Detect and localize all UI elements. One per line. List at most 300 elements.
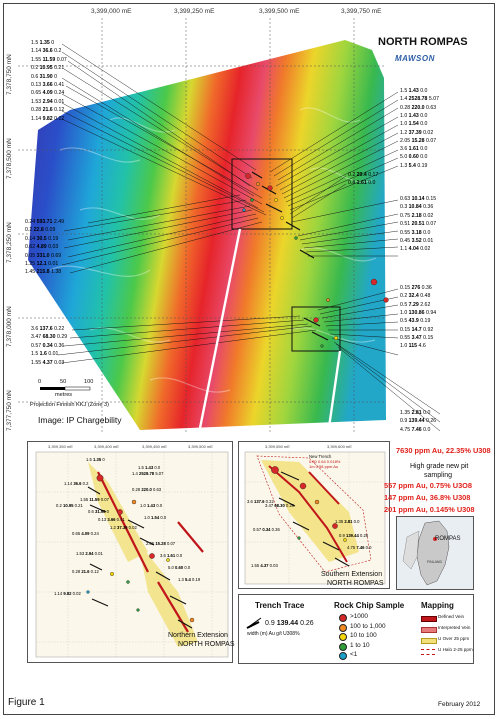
sample-label-au: 10.84 xyxy=(408,204,422,211)
sample-label-u: 0.03 xyxy=(48,244,59,251)
sample-label-au: 2528.78 xyxy=(408,96,428,103)
north-inset-etick: 3,399,400 mE xyxy=(94,444,119,449)
sample-label-au: 1.43 xyxy=(145,465,154,470)
sample-label-w: 0.2 xyxy=(348,172,356,178)
sample-label-w: 1.5 xyxy=(138,465,144,470)
sample-label xyxy=(31,361,64,366)
sample-label-u: 5.07 xyxy=(155,471,164,476)
sample-label xyxy=(88,510,109,514)
sample-label xyxy=(25,228,55,233)
sample-label-au: 68.30 xyxy=(42,334,56,341)
sample-label-u: 0.07 xyxy=(426,137,437,144)
sample-label-au: 4.04 xyxy=(408,246,419,253)
sample-label-w: 1.0 xyxy=(400,121,408,128)
sample-label xyxy=(25,262,58,267)
rock-chip-swatch-icon xyxy=(339,652,347,660)
scale-tick: 50 xyxy=(60,379,67,385)
sample-label xyxy=(138,466,160,470)
south-inset-title: Southern Extension xyxy=(321,571,383,578)
northing-tick: 7,378,250 mN xyxy=(6,222,13,263)
sample-label-w: 0.8 xyxy=(348,180,356,187)
legend-trench-w: 0.9 xyxy=(265,620,275,627)
sample-label-w: 0.2 xyxy=(31,65,39,72)
sample-label-au: 0.60 xyxy=(408,154,419,161)
sample-label xyxy=(25,270,61,275)
sample-label-w: 1.2 xyxy=(110,525,116,530)
sample-label xyxy=(335,520,359,524)
sample-label xyxy=(31,100,64,105)
sample-label xyxy=(400,164,427,169)
sample-label-u: 0.21 xyxy=(74,503,83,508)
sample-label-w: 2.05 xyxy=(400,137,411,144)
mapping-swatch-icon xyxy=(421,649,435,655)
easting-tick: 3,399,250 mE xyxy=(174,8,215,15)
projection-label: Projection Finnish KKJ (Zone 3) xyxy=(30,402,109,408)
sample-label-au: 4.37 xyxy=(42,359,53,366)
sample-label xyxy=(400,139,436,144)
sample-label-w: 1.3 xyxy=(400,162,408,169)
sample-label-au: 2.94 xyxy=(42,98,53,105)
sample-label xyxy=(400,336,433,341)
sample-label-w: 1.55 xyxy=(31,56,42,63)
sample-label-au: 331.0 xyxy=(36,252,50,259)
sample-label-u: 0.09 xyxy=(45,227,56,234)
sample-label-au: 20.51 xyxy=(411,221,425,228)
sample-label-w: 1.2 xyxy=(400,129,408,136)
sample-label xyxy=(168,566,190,570)
sample-label-u: 0.01 xyxy=(54,98,65,105)
sample-label-au: 36.6 xyxy=(42,48,53,55)
sample-label xyxy=(132,472,163,476)
rock-chip-swatch-icon xyxy=(339,643,347,651)
sample-label-au: 7.29 xyxy=(408,301,419,308)
sample-label-w: 0.9 xyxy=(339,533,345,538)
sample-label xyxy=(400,214,433,219)
sample-label-u: 0.36 xyxy=(421,285,432,291)
sample-label-u: 0.07 xyxy=(426,221,437,228)
highlight-grade: 147 ppm Au, 36.8% U308 xyxy=(384,493,471,502)
sample-label xyxy=(25,254,61,259)
sample-label-w: 1.5 xyxy=(31,40,39,46)
sample-label-w: 1.35 xyxy=(335,519,344,524)
sample-label-au: 1.61 xyxy=(356,180,367,187)
sample-label-au: 115 xyxy=(408,343,418,350)
sample-label-au: 11.59 xyxy=(42,56,56,63)
rock-chip-swatch-icon xyxy=(339,633,347,641)
scale-unit: metres xyxy=(55,392,73,398)
sample-label-w: 5.0 xyxy=(400,154,408,161)
sample-label xyxy=(76,552,103,556)
sample-label-w: 1.53 xyxy=(76,551,85,556)
sample-label-w: 0.3 xyxy=(400,204,408,211)
rock-chip-range: 10 to 100 xyxy=(350,632,377,639)
rock-chip-range: <1 xyxy=(350,651,358,658)
sample-label-w: 0.51 xyxy=(400,221,411,228)
north-inset-etick: 3,399,450 mE xyxy=(142,444,167,449)
sample-label-w: 0.45 xyxy=(400,238,411,244)
sample-label-u: 0.29 xyxy=(285,503,295,508)
sample-label-u: 0.41 xyxy=(54,82,65,88)
sample-label-u: 0.69 xyxy=(51,252,62,259)
locator-country: FINLAND xyxy=(427,560,442,564)
sample-label-u: 0.0 xyxy=(420,154,428,161)
sample-label xyxy=(400,411,430,416)
sample-label xyxy=(31,91,64,96)
sample-label xyxy=(31,352,58,357)
sample-label-w: 0.14 xyxy=(25,235,36,242)
sample-label-w: 0.55 xyxy=(400,229,411,236)
sample-label-u: 0.02 xyxy=(54,115,65,122)
sample-label xyxy=(348,173,378,178)
sample-label xyxy=(31,117,64,122)
sample-label xyxy=(140,504,162,508)
north-inset-subtitle: NORTH ROMPAS xyxy=(178,641,235,648)
sample-label-u: 0.36 xyxy=(54,342,65,349)
sample-label xyxy=(31,58,67,63)
sample-label-u: 0.2 xyxy=(82,481,89,486)
sample-label-w: 1.25 xyxy=(25,261,36,267)
sample-label xyxy=(31,66,64,71)
sample-label-au: 43.9 xyxy=(408,318,419,325)
sample-label-w: 0.15 xyxy=(400,326,411,333)
sample-label-w: 1.0 xyxy=(400,343,408,350)
sample-label-u: 0 xyxy=(102,457,105,462)
sample-label-au: 130.86 xyxy=(408,309,425,316)
sample-label-w: 1.0 xyxy=(400,309,408,316)
legend-trench-au: 139.44 xyxy=(276,620,299,627)
sample-label-w: 3.47 xyxy=(265,503,274,508)
sample-label-u: 0.01 xyxy=(423,238,434,244)
sample-label-w: 0.57 xyxy=(31,342,42,349)
sample-label-u: 0 xyxy=(51,40,55,46)
sample-label-w: 0.65 xyxy=(72,531,81,536)
sample-label-w: 3.47 xyxy=(31,334,42,341)
sample-label xyxy=(400,205,433,210)
sample-label-au: 4.09 xyxy=(81,531,90,536)
sample-label-u: 0.29 xyxy=(57,334,68,341)
sample-label xyxy=(31,335,67,340)
sample-label-u: 0.21 xyxy=(54,65,65,72)
northing-tick: 7,377,750 mN xyxy=(6,390,13,431)
sample-label xyxy=(146,542,175,546)
sample-label-w: 4.75 xyxy=(400,426,411,433)
sample-label-w: 1.45 xyxy=(25,269,36,276)
sample-label-au: 37.39 xyxy=(117,525,128,530)
scale-tick: 100 xyxy=(84,379,94,385)
legend-trench-caption: width (m) Au g/t U308% xyxy=(247,631,300,637)
south-inset-etick: 3,399,600 mE xyxy=(327,444,352,449)
sample-label-w: 1.4 xyxy=(132,471,138,476)
sample-label-au: 1.35 xyxy=(93,457,102,462)
sample-label xyxy=(80,498,109,502)
legend-trench-example xyxy=(265,620,314,627)
sample-label-au: 1.6 xyxy=(39,351,47,358)
sample-label xyxy=(348,181,375,186)
sample-label xyxy=(265,504,294,508)
sample-label xyxy=(144,516,166,520)
sample-label-u: 0.48 xyxy=(420,293,431,300)
mapping-swatch-icon xyxy=(421,616,437,622)
sample-label xyxy=(400,222,436,227)
sample-label-w: 0.62 xyxy=(25,244,36,251)
sample-label-u: 0.0 xyxy=(420,112,428,119)
sample-label-u: 0.0 xyxy=(154,465,161,470)
sample-label xyxy=(132,488,161,492)
sample-label-au: 11.59 xyxy=(89,497,100,502)
legend xyxy=(238,594,474,664)
sample-label-u: 0.07 xyxy=(56,56,67,63)
sample-label-u: 0.26 xyxy=(359,533,369,538)
sample-label-au: 137.6 xyxy=(39,326,53,332)
sample-label xyxy=(64,482,88,486)
sample-label-u: 0.03 xyxy=(269,563,278,568)
sample-label xyxy=(31,75,57,80)
sample-label-u: 2.49 xyxy=(53,219,64,225)
sample-label-au: 276 xyxy=(411,285,421,291)
sample-label-au: 30.5 xyxy=(36,235,47,242)
sample-label-u: 0.01 xyxy=(94,551,103,556)
sample-label xyxy=(110,526,137,530)
trench-result: 1m 0.58 ppm Au xyxy=(309,464,339,469)
scale-tick: 0 xyxy=(38,379,42,385)
sample-label-au: 593.71 xyxy=(36,219,53,225)
sample-label-w: 3.6 xyxy=(400,146,408,153)
figure-date: February 2012 xyxy=(438,701,481,708)
sample-label-au: 10.14 xyxy=(411,196,425,202)
sample-label xyxy=(400,197,436,202)
mapping-swatch-icon xyxy=(421,627,437,633)
north-inset-graphics xyxy=(28,442,232,662)
sample-label-u: 0.26 xyxy=(426,418,437,425)
sample-label-au: 2.18 xyxy=(411,212,422,219)
sample-label-w: 1.4 xyxy=(400,96,408,103)
sample-label xyxy=(56,504,83,508)
highlight-note: High grade new pit xyxy=(410,463,469,470)
sample-label xyxy=(31,327,64,332)
sample-label xyxy=(400,106,436,111)
sample-label xyxy=(31,49,61,54)
sample-label-u: 0 xyxy=(106,509,109,514)
sample-label-u: 0.22 xyxy=(54,326,65,332)
sample-label-au: 2.81 xyxy=(411,410,422,416)
sample-label xyxy=(400,319,430,324)
rock-chip-range: >1000 xyxy=(350,613,368,620)
sample-label-au: 0.60 xyxy=(175,565,184,570)
sample-label-u: 0.24 xyxy=(90,531,99,536)
sample-label-u: 0.0 xyxy=(184,565,191,570)
sample-label-au: 3.47 xyxy=(411,334,422,341)
sample-label-u: 4.6 xyxy=(418,343,426,350)
sample-label-au: 3.66 xyxy=(42,82,53,88)
sample-label xyxy=(400,147,427,152)
mapping-label: U Over 25 ppm xyxy=(438,636,470,641)
sample-label-u: 0.01 xyxy=(48,351,59,358)
sample-label xyxy=(400,114,427,119)
sample-label-u: 1.38 xyxy=(51,269,62,276)
sample-label-u: 0.03 xyxy=(54,359,65,366)
sample-label xyxy=(400,328,433,333)
sample-label xyxy=(400,419,436,424)
sample-label xyxy=(253,528,280,532)
sample-label-u: 0.07 xyxy=(166,541,176,546)
sample-label xyxy=(54,592,81,596)
sample-label-u: 0.0 xyxy=(420,146,428,153)
sample-label-u: 0.15 xyxy=(426,196,437,202)
sample-label xyxy=(98,518,125,522)
sample-label xyxy=(400,122,427,127)
sample-label-w: 1.35 xyxy=(400,410,411,416)
sample-label-w: 0.2 xyxy=(56,503,62,508)
south-inset-etick: 3,399,550 mE xyxy=(265,444,290,449)
rock-chip-range: 100 to 1,000 xyxy=(350,622,386,630)
sample-label-u: 0.12 xyxy=(54,107,65,114)
sample-label-w: 0.5 xyxy=(400,301,408,308)
sample-label xyxy=(400,428,430,433)
north-inset-etick: 3,399,500 mE xyxy=(188,444,213,449)
sample-label-w: 2.05 xyxy=(146,541,155,546)
sample-label xyxy=(31,108,64,113)
sample-label-au: 1.54 xyxy=(408,121,419,128)
sample-label-u: 0.0 xyxy=(368,180,376,187)
sample-label-u: 2.62 xyxy=(420,301,431,308)
sample-label-au: 220.0 xyxy=(411,104,425,111)
sample-label-u: 0.0 xyxy=(176,553,183,558)
sample-label-au: 139.44 xyxy=(346,533,359,538)
sample-label xyxy=(400,231,430,236)
sample-label-au: 0.34 xyxy=(42,342,53,349)
sample-label xyxy=(339,534,368,538)
sample-label xyxy=(251,564,278,568)
sample-label-u: 0.02 xyxy=(420,246,431,253)
sample-label-u: 0.36 xyxy=(271,527,280,532)
sample-label-u: 0.07 xyxy=(100,497,109,502)
sample-label-u: 0.0 xyxy=(353,519,360,524)
sample-label-au: 3.66 xyxy=(107,517,116,522)
sample-label-w: 1.14 xyxy=(31,48,42,55)
south-inset-subtitle: NORTH ROMPAS xyxy=(327,580,384,587)
south-extension-inset xyxy=(238,441,390,589)
sample-label xyxy=(25,237,58,242)
sample-label-au: 10.95 xyxy=(39,65,53,72)
mapping-label: Defined Vein xyxy=(438,614,465,619)
sample-label-au: 31.90 xyxy=(39,73,53,80)
sample-label-au: 1.35 xyxy=(39,40,50,46)
highlight-grade: 7630 ppm Au, 22.35% U308 xyxy=(396,446,491,455)
highlight-grade: 201 ppm Au, 0.145% U308 xyxy=(384,505,475,514)
sample-label-au: 15.28 xyxy=(155,541,166,546)
mapping-label: U Halo 2-25 ppm xyxy=(438,647,473,652)
sample-label-w: 1.14 xyxy=(64,481,73,486)
sample-label-au: 4.89 xyxy=(36,244,47,251)
rock-chip-range: 1 to 10 xyxy=(350,641,370,649)
sample-label-u: 0.92 xyxy=(423,326,434,333)
sample-label-w: 1.0 xyxy=(400,112,408,119)
scale-bar xyxy=(40,387,90,390)
sample-label-au: 137.6 xyxy=(254,499,265,504)
sample-label xyxy=(400,311,436,316)
sample-label-au: 21.6 xyxy=(42,107,53,114)
locator-label: ROMPAS xyxy=(435,536,461,542)
sample-label-u: 0.01 xyxy=(48,261,59,267)
sample-label-w: 1.0 xyxy=(144,515,150,520)
sample-label-u: 0.02 xyxy=(423,129,434,136)
map-title: NORTH ROMPAS xyxy=(378,36,468,48)
sample-label xyxy=(400,286,432,291)
sample-label-au: 5.4 xyxy=(408,162,416,169)
sample-label-au: 36.6 xyxy=(73,481,82,486)
sample-label-u: 0.36 xyxy=(423,204,434,211)
sample-label-w: 1.55 xyxy=(80,497,89,502)
sample-label xyxy=(400,155,427,160)
sample-label xyxy=(347,546,371,550)
sample-label-u: 0.02 xyxy=(423,212,434,219)
sample-label xyxy=(31,344,64,349)
sample-label-au: 2.81 xyxy=(344,519,353,524)
sample-label-au: 37.39 xyxy=(408,129,422,136)
sample-label-w: 5.0 xyxy=(168,565,174,570)
sample-label-u: 0.19 xyxy=(192,577,201,582)
mapping-swatch-icon xyxy=(421,638,437,644)
sample-label-au: 4.37 xyxy=(260,563,269,568)
trench-arrow-icon xyxy=(245,616,265,630)
sample-label-au: 1.61 xyxy=(167,553,176,558)
sample-label xyxy=(400,239,433,244)
sample-label-w: 0.28 xyxy=(132,487,141,492)
sample-label-w: 0.6 xyxy=(88,509,94,514)
sample-label-w: 4.75 xyxy=(347,545,356,550)
image-label: Image: IP Chargebility xyxy=(38,415,122,425)
sample-label xyxy=(400,344,426,349)
sample-label-w: 3.6 xyxy=(31,326,39,332)
sample-label xyxy=(31,83,64,88)
sample-label-w: 3.6 xyxy=(160,553,166,558)
sample-label-u: 0.15 xyxy=(423,334,434,341)
sample-label-w: 0.15 xyxy=(400,285,411,291)
sample-label-au: 31.90 xyxy=(95,509,106,514)
sample-label-w: 1.55 xyxy=(31,359,42,366)
sample-label-w: 0.57 xyxy=(253,527,262,532)
sample-label xyxy=(400,97,439,102)
sample-label-w: 0.75 xyxy=(400,212,411,219)
sample-label-w: 1.14 xyxy=(31,115,42,122)
sample-label xyxy=(72,532,99,536)
sample-label-u: 0.24 xyxy=(54,90,65,97)
sample-label-au: 4.09 xyxy=(42,90,53,97)
sample-label-u: 0.0 xyxy=(423,229,431,236)
sample-label-w: 0.5 xyxy=(400,318,408,325)
north-inset-title: Northern Extension xyxy=(168,632,228,639)
sample-label xyxy=(25,220,64,225)
sample-label-u: 0.0 xyxy=(423,426,431,433)
sample-label-w: 1.1 xyxy=(400,246,408,253)
easting-tick: 3,399,750 mE xyxy=(341,8,382,15)
sample-label-w: 1.0 xyxy=(140,503,146,508)
sample-label-w: 0.28 xyxy=(72,569,81,574)
sample-label xyxy=(400,89,427,94)
sample-label-au: 1.54 xyxy=(151,515,160,520)
sample-label-w: 0.28 xyxy=(400,104,411,111)
sample-label xyxy=(400,294,430,299)
sample-label-au: 1.43 xyxy=(408,112,419,119)
sample-label-u: 0.19 xyxy=(420,318,431,325)
sample-label-w: 1.5 xyxy=(86,457,92,462)
sample-label-u: 0.0 xyxy=(365,545,372,550)
northing-tick: 7,378,750 mN xyxy=(6,54,13,95)
sample-label-u: 0.0 xyxy=(420,88,428,94)
sample-label-au: 29.4 xyxy=(356,172,367,178)
mawson-logo: MAWSON xyxy=(395,54,435,63)
easting-tick: 3,399,000 mE xyxy=(91,8,132,15)
